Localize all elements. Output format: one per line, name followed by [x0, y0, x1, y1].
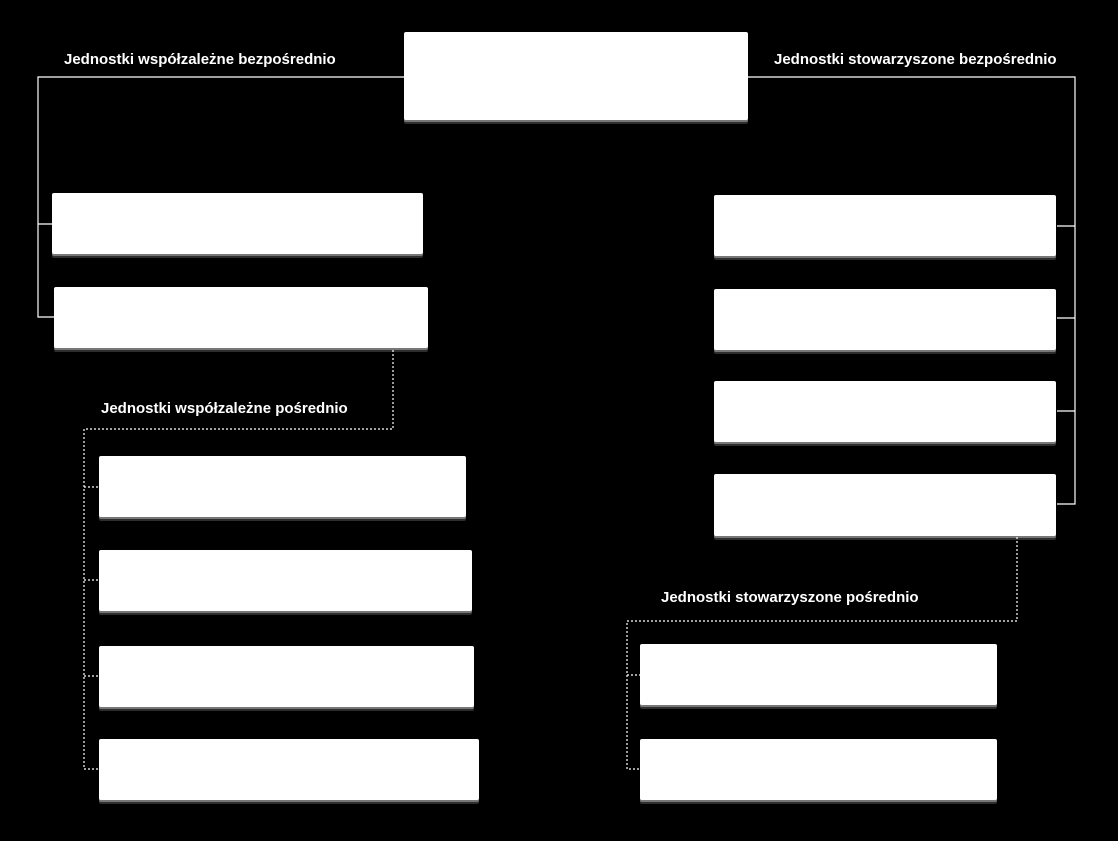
- joint-indirect-entity-box: [99, 739, 479, 800]
- label-joint-direct: Jednostki współzależne bezpośrednio: [64, 51, 336, 68]
- associated-direct-entity-box: [714, 474, 1056, 536]
- associated-direct-entity-box: [714, 195, 1056, 256]
- label-associated-direct: Jednostki stowarzyszone bezpośrednio: [774, 51, 1057, 68]
- joint-direct-entity-box: [52, 193, 423, 254]
- joint-indirect-entity-box: [99, 550, 472, 611]
- associated-direct-entity-box: [714, 381, 1056, 442]
- associated-indirect-entity-box: [640, 644, 997, 705]
- label-associated-indirect: Jednostki stowarzyszone pośrednio: [661, 589, 919, 606]
- associated-indirect-entity-box: [640, 739, 997, 800]
- label-joint-indirect: Jednostki współzależne pośrednio: [101, 400, 348, 417]
- associated-direct-entity-box: [714, 289, 1056, 350]
- joint-indirect-entity-box: [99, 646, 474, 707]
- joint-direct-entity-box: [54, 287, 428, 348]
- parent-entity-box: [404, 32, 748, 120]
- joint-indirect-entity-box: [99, 456, 466, 517]
